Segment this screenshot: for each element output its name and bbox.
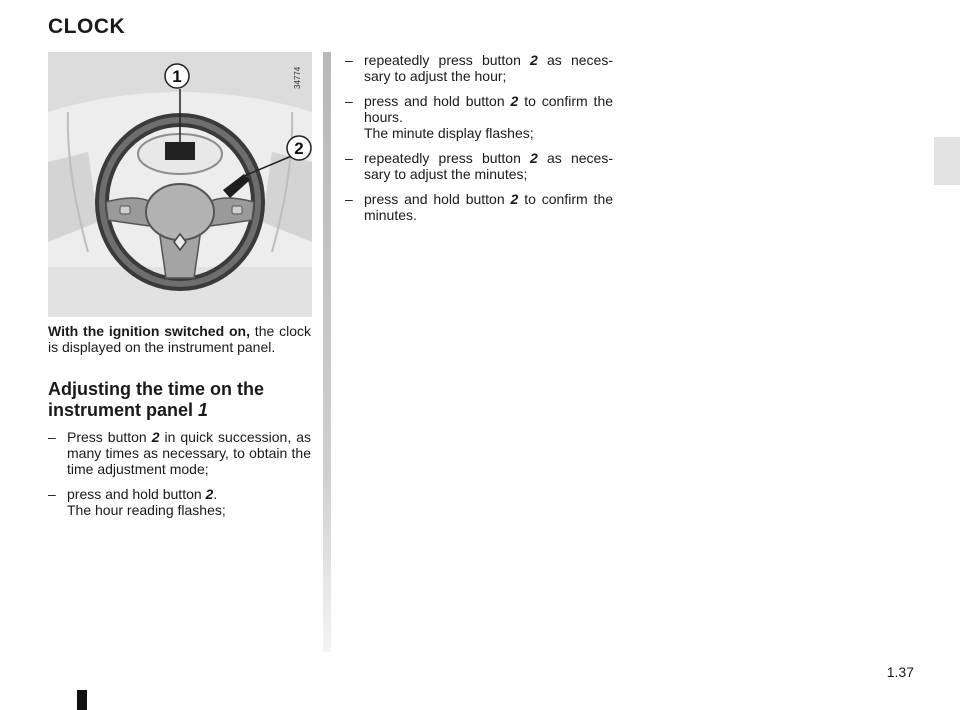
corner-mark bbox=[77, 690, 87, 710]
step-result-text: The hour reading flashes; bbox=[67, 502, 226, 518]
step-text: to confirm the hours. bbox=[364, 93, 614, 125]
step-item bbox=[345, 191, 613, 223]
step-item bbox=[48, 429, 311, 477]
intro-text: the clock is displayed on the instrument panel. bbox=[48, 323, 311, 355]
page-title: CLOCK bbox=[48, 15, 126, 38]
steering-wheel-drawing bbox=[48, 52, 312, 317]
step-text: . bbox=[213, 486, 218, 502]
callout-1-label: 1 bbox=[172, 67, 182, 86]
column-divider bbox=[323, 52, 331, 652]
bullet-dash: – bbox=[48, 429, 56, 445]
section-heading bbox=[48, 379, 311, 421]
section-heading-text: Adjusting the time on the instrument panel bbox=[48, 379, 264, 420]
bullet-dash: – bbox=[345, 52, 353, 68]
bullet-dash: – bbox=[48, 486, 56, 502]
button-ref: 2 bbox=[151, 429, 160, 445]
steering-wheel-illustration bbox=[48, 52, 312, 317]
step-text: press and hold button bbox=[364, 191, 511, 207]
stalk-control bbox=[223, 174, 250, 198]
step-text: to confirm the minutes. bbox=[364, 191, 614, 223]
step-result-text: The minute display flashes; bbox=[364, 125, 534, 141]
bullet-dash: – bbox=[345, 150, 353, 166]
left-column bbox=[48, 323, 311, 527]
step-text: repeatedly press button bbox=[364, 150, 531, 166]
step-text: as neces-sary to adjust the minutes; bbox=[364, 150, 613, 182]
step-text: repeatedly press button bbox=[364, 52, 531, 68]
section-heading-ref: 1 bbox=[198, 400, 209, 420]
step-text: press and hold button bbox=[67, 486, 206, 502]
figure-reference-number: 34774 bbox=[293, 66, 302, 90]
callout-2-label: 2 bbox=[294, 139, 304, 158]
step-text: in quick succession, as many times as necessary, to obtain the time adjustment mode; bbox=[67, 429, 311, 477]
step-text: press and hold button bbox=[364, 93, 511, 109]
step-item bbox=[345, 93, 613, 141]
button-ref: 2 bbox=[510, 191, 519, 207]
step-text: Press button bbox=[67, 429, 152, 445]
button-ref: 2 bbox=[530, 150, 538, 166]
bullet-dash: – bbox=[345, 93, 353, 109]
chapter-tab bbox=[934, 137, 960, 185]
button-ref: 2 bbox=[530, 52, 538, 68]
page-number: 1.37 bbox=[886, 664, 914, 680]
intro-bold-text: With the ignition switched on, bbox=[48, 323, 250, 339]
button-ref: 2 bbox=[510, 93, 519, 109]
button-ref: 2 bbox=[205, 486, 214, 502]
bullet-dash: – bbox=[345, 191, 353, 207]
instrument-panel-display bbox=[165, 142, 195, 160]
step-item bbox=[345, 150, 613, 182]
step-text: as neces-sary to adjust the hour; bbox=[364, 52, 613, 84]
intro-paragraph bbox=[48, 323, 311, 355]
step-item bbox=[48, 486, 311, 518]
right-column bbox=[345, 52, 613, 232]
step-item bbox=[345, 52, 613, 84]
